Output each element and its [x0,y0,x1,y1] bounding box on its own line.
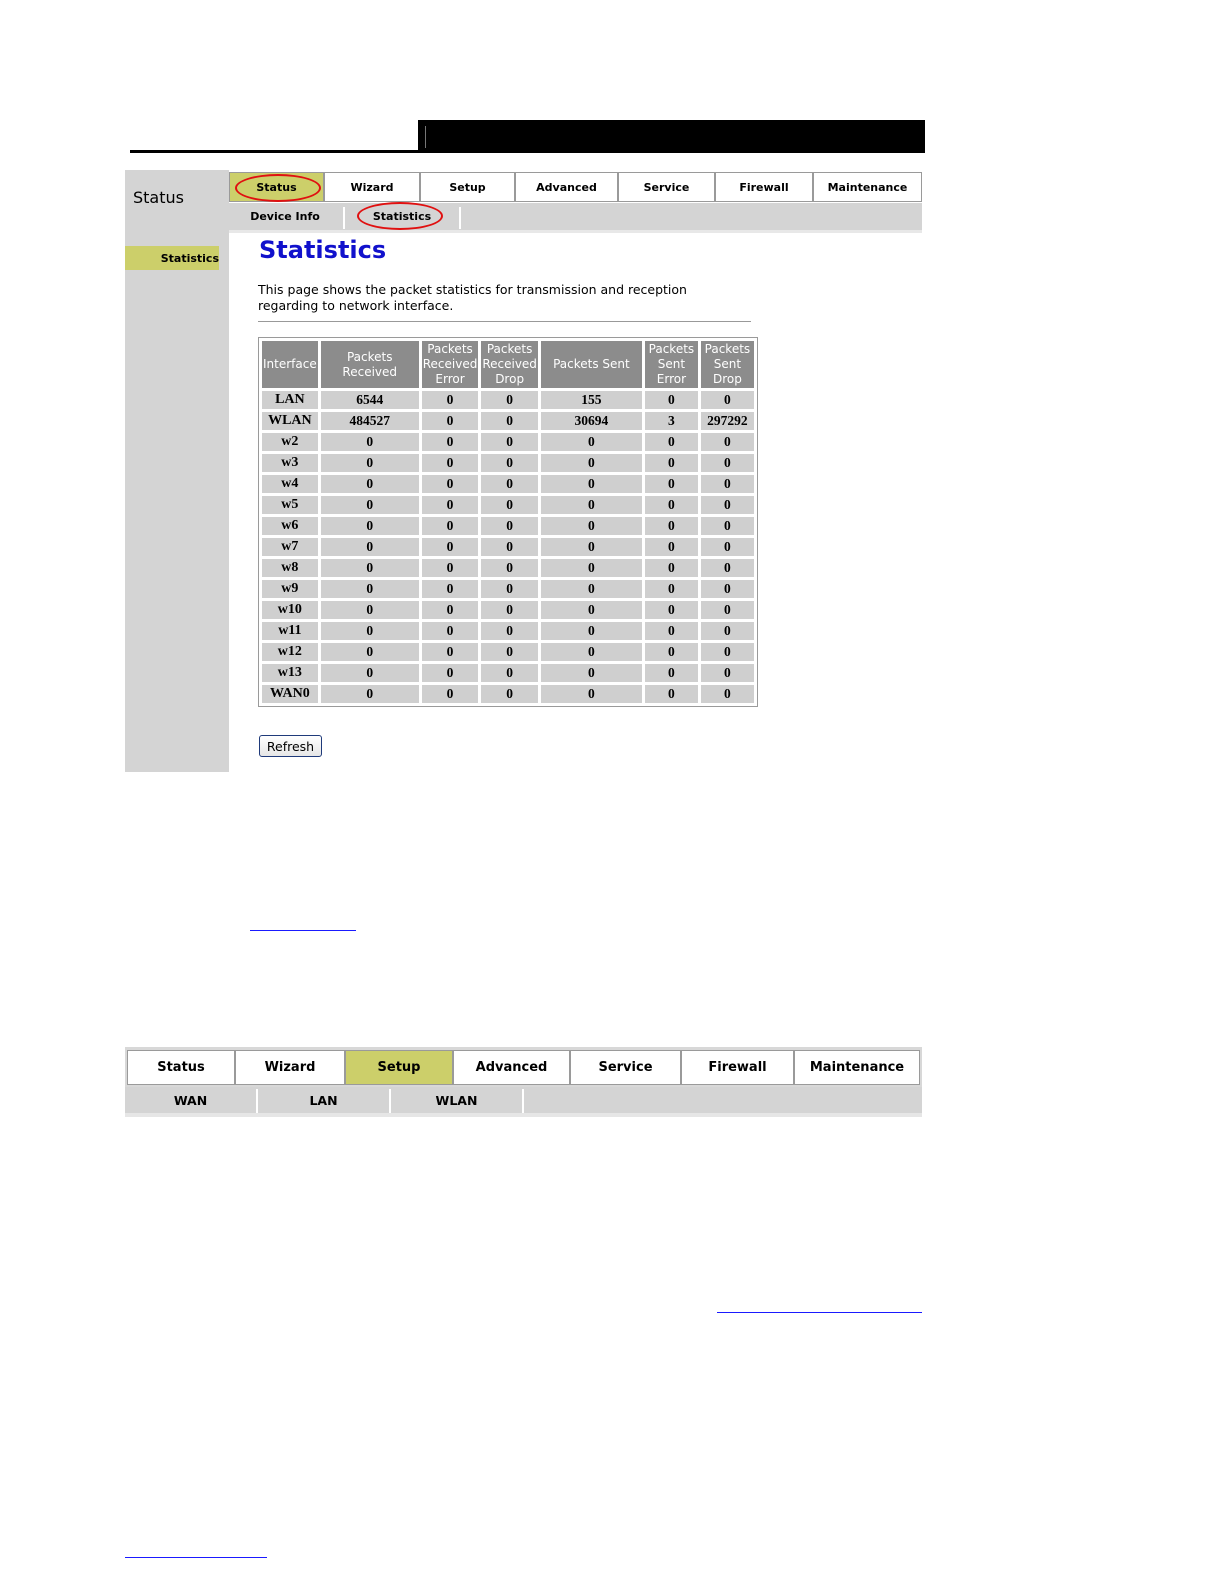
value-cell: 0 [481,685,538,703]
value-cell: 0 [422,601,479,619]
value-cell: 0 [541,664,642,682]
value-cell: 0 [645,517,698,535]
value-cell: 0 [645,391,698,409]
value-cell: 0 [321,559,419,577]
value-cell: 0 [422,433,479,451]
value-cell: 0 [321,643,419,661]
tab-status[interactable]: Status [127,1050,235,1085]
value-cell: 0 [481,496,538,514]
subtab-bar [125,1087,922,1117]
statistics-table-body [262,391,754,703]
interface-cell: w13 [262,664,318,682]
value-cell: 0 [645,643,698,661]
table-row [262,454,754,472]
value-cell: 0 [701,643,754,661]
tab-status[interactable]: Status [229,172,324,202]
value-cell: 6544 [321,391,419,409]
table-row [262,475,754,493]
tab-firewall[interactable]: Firewall [681,1050,794,1085]
value-cell: 484527 [321,412,419,430]
value-cell: 0 [422,580,479,598]
value-cell: 3 [645,412,698,430]
interface-cell: w8 [262,559,318,577]
value-cell: 0 [321,601,419,619]
value-cell: 0 [321,664,419,682]
value-cell: 0 [541,454,642,472]
value-cell: 0 [645,664,698,682]
value-cell: 0 [321,538,419,556]
tab-setup[interactable]: Setup [420,172,515,202]
value-cell: 297292 [701,412,754,430]
value-cell: 0 [422,475,479,493]
value-cell: 0 [321,622,419,640]
subtab-separator [522,1089,524,1113]
value-cell: 0 [701,622,754,640]
value-cell: 0 [481,517,538,535]
tab-service[interactable]: Service [618,172,715,202]
value-cell: 0 [481,433,538,451]
subtab-statistics[interactable]: Statistics [372,210,432,223]
column-header: Interface [262,341,318,388]
value-cell: 0 [481,538,538,556]
column-header: Packets Received Error [422,342,478,386]
value-cell: 0 [541,580,642,598]
value-cell: 0 [481,622,538,640]
interface-cell: w11 [262,622,318,640]
link-underline [125,1557,267,1558]
table-row [262,517,754,535]
page-description: This page shows the packet statistics for transmission and reception regarding to network interface. [258,282,687,313]
value-cell: 0 [541,643,642,661]
value-cell: 0 [321,685,419,703]
tab-advanced[interactable]: Advanced [453,1050,570,1085]
tab-service[interactable]: Service [570,1050,681,1085]
value-cell: 0 [422,685,479,703]
table-row [262,412,754,430]
page-title: Statistics [259,236,387,264]
table-row [262,685,754,703]
statistics-table [258,337,758,707]
value-cell: 0 [422,664,479,682]
value-cell: 0 [422,454,479,472]
value-cell: 0 [645,433,698,451]
setup-menu-screenshot [125,1047,922,1119]
tab-maintenance[interactable]: Maintenance [794,1050,920,1085]
value-cell: 0 [321,433,419,451]
value-cell: 0 [701,580,754,598]
table-row [262,622,754,640]
column-header: Packets Sent Error [645,341,698,388]
link-underline [717,1312,922,1313]
value-cell: 0 [541,433,642,451]
value-cell: 0 [481,601,538,619]
value-cell: 0 [321,496,419,514]
column-header: Packets Sent Drop [701,341,754,388]
value-cell: 0 [422,496,479,514]
tab-wizard[interactable]: Wizard [324,172,420,202]
value-cell: 0 [701,559,754,577]
link-underline [250,930,356,931]
subtab-separator [459,207,461,229]
value-cell: 0 [701,454,754,472]
table-row [262,643,754,661]
table-row [262,559,754,577]
value-cell: 0 [645,454,698,472]
value-cell: 0 [422,538,479,556]
value-cell: 0 [321,454,419,472]
value-cell: 0 [541,685,642,703]
interface-cell: w6 [262,517,318,535]
value-cell: 0 [422,559,479,577]
table-row [262,601,754,619]
interface-cell: w12 [262,643,318,661]
value-cell: 0 [321,475,419,493]
table-row [262,433,754,451]
value-cell: 0 [645,685,698,703]
interface-cell: LAN [262,391,318,409]
value-cell: 0 [541,559,642,577]
header-banner [418,120,925,153]
value-cell: 0 [701,496,754,514]
value-cell: 0 [701,601,754,619]
tab-wizard[interactable]: Wizard [235,1050,345,1085]
value-cell: 0 [481,643,538,661]
header-divider [425,126,426,148]
value-cell: 0 [701,433,754,451]
value-cell: 0 [541,601,642,619]
value-cell: 0 [541,622,642,640]
value-cell: 0 [541,496,642,514]
value-cell: 0 [481,475,538,493]
value-cell: 0 [701,538,754,556]
subtab-lan[interactable]: LAN [309,1092,338,1108]
statistics-screenshot [125,170,922,772]
tab-maintenance[interactable]: Maintenance [813,172,922,202]
value-cell: 0 [701,517,754,535]
value-cell: 0 [321,580,419,598]
value-cell: 0 [701,664,754,682]
table-row [262,391,754,409]
tab-firewall[interactable]: Firewall [715,172,813,202]
value-cell: 0 [645,496,698,514]
value-cell: 0 [541,538,642,556]
value-cell: 0 [422,643,479,661]
tab-advanced[interactable]: Advanced [515,172,618,202]
value-cell: 0 [645,538,698,556]
subtab-device-info[interactable]: Device Info [250,210,320,223]
interface-cell: w4 [262,475,318,493]
value-cell: 0 [701,391,754,409]
highlight-oval-status [235,174,321,202]
subtab-wan[interactable]: WAN [173,1092,208,1108]
interface-cell: w9 [262,580,318,598]
refresh-button[interactable]: Refresh [259,735,322,757]
interface-cell: WAN0 [262,685,318,703]
value-cell: 0 [541,517,642,535]
divider [258,321,751,322]
tab-setup[interactable]: Setup [345,1050,453,1085]
value-cell: 0 [701,475,754,493]
value-cell: 0 [481,580,538,598]
column-header: Packets Received [321,341,419,388]
value-cell: 0 [422,622,479,640]
table-row [262,664,754,682]
highlight-oval-statistics [357,202,443,230]
value-cell: 0 [422,412,479,430]
value-cell: 0 [481,391,538,409]
header-rule [130,150,420,153]
value-cell: 0 [481,412,538,430]
subtab-bar [229,203,922,233]
interface-cell: w10 [262,601,318,619]
value-cell: 0 [321,517,419,535]
column-header: Packets Sent [541,341,642,388]
interface-cell: w5 [262,496,318,514]
value-cell: 30694 [541,412,642,430]
left-nav-statistics[interactable]: Statistics [125,246,219,270]
table-row [262,538,754,556]
interface-cell: w7 [262,538,318,556]
subtab-wlan[interactable]: WLAN [435,1092,478,1108]
interface-cell: WLAN [262,412,318,430]
table-row [262,580,754,598]
interface-cell: w2 [262,433,318,451]
value-cell: 0 [422,391,479,409]
value-cell: 0 [481,664,538,682]
value-cell: 0 [645,601,698,619]
value-cell: 0 [645,475,698,493]
value-cell: 0 [645,622,698,640]
value-cell: 0 [645,580,698,598]
value-cell: 0 [541,475,642,493]
value-cell: 0 [701,685,754,703]
value-cell: 0 [645,559,698,577]
value-cell: 0 [422,517,479,535]
value-cell: 0 [481,454,538,472]
table-row [262,496,754,514]
column-header: Packets Received Drop [482,342,537,386]
value-cell: 155 [541,391,642,409]
value-cell: 0 [481,559,538,577]
section-title: Status [133,188,184,207]
interface-cell: w3 [262,454,318,472]
